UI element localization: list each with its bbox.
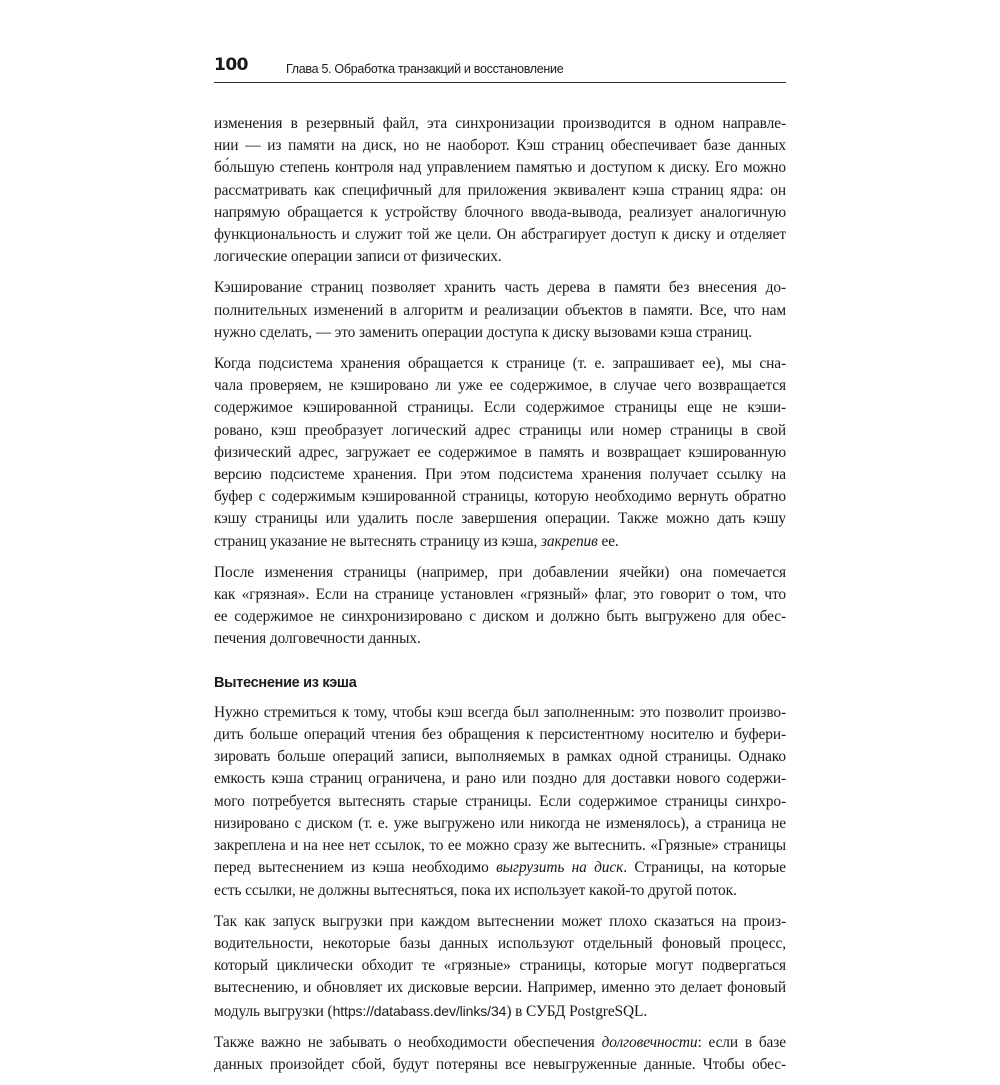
body-text <box>214 113 786 1085</box>
text-line: изменения в резервный файл, эта синхронизации производится в одном направле- <box>214 115 786 132</box>
text-line <box>214 1000 786 1023</box>
text-line: физический адрес, загружает ее содержимое в память и возвращает кэшированную <box>214 443 786 461</box>
text-line: нии — из памяти на диск, но не наоборот. Кэш страниц обеспечивает базе данных <box>214 137 786 155</box>
emphasis: выгрузить на диск <box>496 859 624 877</box>
text-line: ровано, кэш преобразует логический адрес страницы или номер страницы в свой <box>214 421 786 439</box>
text-run: модуль выгрузки ( <box>214 1002 333 1020</box>
text-line <box>214 857 786 879</box>
text-line: данных произойдет сбой, будут потеряны все невыгруженные данные. Чтобы обес- <box>214 1055 786 1073</box>
text-line: Так как запуск выгрузки при каждом вытеснении может плохо сказаться на произ- <box>214 912 786 930</box>
text-line: Когда подсистема хранения обращается к странице (т. е. запрашивает ее), мы сна- <box>214 355 786 373</box>
text-line: емкость кэша страниц ограничена, и рано или поздно для доставки нового содержи- <box>214 770 786 788</box>
text-line: есть ссылки, не должны вытесняться, пока их использует какой-то другой поток. <box>214 881 737 899</box>
paragraph <box>214 1032 786 1076</box>
text-line: буфер с содержимым кэшированной страницы, которую необходимо вернуть обратно <box>214 488 786 506</box>
text-line: чала проверяем, не кэшировано ли уже ее содержимое, в случае чего возвращается <box>214 377 786 395</box>
chapter-title: Глава 5. Обработка транзакций и восстановление <box>286 62 564 76</box>
text-line <box>214 1032 786 1054</box>
text-line: закреплена и на нее нет ссылок, то ее можно сразу же вытеснить. «Грязные» страницы <box>214 837 786 855</box>
text-line: печения долговечности данных. <box>214 630 421 648</box>
running-head <box>214 55 786 78</box>
emphasis: закрепив <box>541 532 598 550</box>
text-line: как «грязная». Если на странице установлен «грязный» флаг, это говорит о том, что <box>214 586 786 604</box>
text-line: мого потребуется вытеснять старые страницы. Если содержимое страницы синхро- <box>214 792 786 810</box>
section-heading: Вытеснение из кэша <box>214 674 357 691</box>
text-line: вытеснению, и обновляет их дисковые версии. Например, именно это делает фоновый <box>214 979 786 997</box>
text-run: ее. <box>597 532 619 550</box>
text-line: После изменения страницы (например, при добавлении ячейки) она помечается <box>214 563 786 581</box>
paragraph <box>214 113 786 268</box>
text-line: зировать больше операций записи, выполняемых в рамках одной страницы. Однако <box>214 748 786 766</box>
text-line: Кэширование страниц позволяет хранить часть дерева в памяти без внесения до- <box>214 279 786 297</box>
text-run: . Страницы, на которые <box>623 859 787 877</box>
text-line: Нужно стремиться к тому, чтобы кэш всегда был заполненным: это позволит произво- <box>214 703 786 721</box>
paragraph <box>214 277 786 344</box>
text-line: нужно сделать, — это заменить операции доступа к диску вызовами кэша страниц. <box>214 323 752 341</box>
text-run: ) в СУБД PostgreSQL. <box>506 1002 648 1020</box>
text-line: ее содержимое не синхронизировано с диском и должно быть выгружено для обес- <box>214 608 786 626</box>
text-line: дить больше операций чтения без обращения к персистентному носителю и буфери- <box>214 726 786 744</box>
text-line: водительности, некоторые базы данных используют отдельный фоновый процесс, <box>214 934 786 952</box>
text-run: перед вытеснением из кэша необходимо <box>214 859 497 877</box>
emphasis: долговечности <box>601 1033 698 1051</box>
text-line: содержимое кэшированной страницы. Если содержимое страницы еще не кэши- <box>214 399 786 417</box>
text-line: который циклически обходит те «грязные» страницы, которые могут подвергаться <box>214 957 786 975</box>
paragraph <box>214 353 786 553</box>
text-line: кэшу страницы или удалить после завершения операции. Также можно дать кэшу <box>214 510 786 528</box>
text-line: напрямую обращается к устройству блочного ввода-вывода, реализует аналогичную <box>214 203 786 221</box>
text-line: рассматривать как специфичный для приложения эквивалент кэша страниц ядра: он <box>214 181 786 199</box>
text-line <box>214 531 786 553</box>
paragraph <box>214 702 786 902</box>
text-line: бо́льшую степень контроля над управлением памятью и доступом к диску. Его можно <box>214 159 786 177</box>
text-line: версию подсистеме хранения. При этом подсистема хранения получает ссылку на <box>214 466 786 484</box>
text-line: логические операции записи от физических. <box>214 248 502 266</box>
paragraph <box>214 562 786 651</box>
text-run: Также важно не забывать о необходимости обеспечения <box>214 1033 602 1051</box>
header-rule <box>214 82 786 83</box>
text-run: страниц указание не вытеснять страницу из кэша, <box>214 532 542 550</box>
paragraph <box>214 911 786 1023</box>
text-line: низировано с диском (т. е. уже выгружено или никогда не изменялось), а страница не <box>214 814 786 832</box>
text-line: функциональность и служит той же цели. Он абстрагирует доступ к диску и отделяет <box>214 226 786 244</box>
text-line: полнительных изменений в алгоритм и реализации объектов в памяти. Все, что нам <box>214 301 786 319</box>
url-link[interactable]: https://databass.dev/links/34 <box>332 1002 507 1019</box>
text-run: : если в базе <box>697 1033 786 1051</box>
page-number: 100 <box>214 55 248 75</box>
